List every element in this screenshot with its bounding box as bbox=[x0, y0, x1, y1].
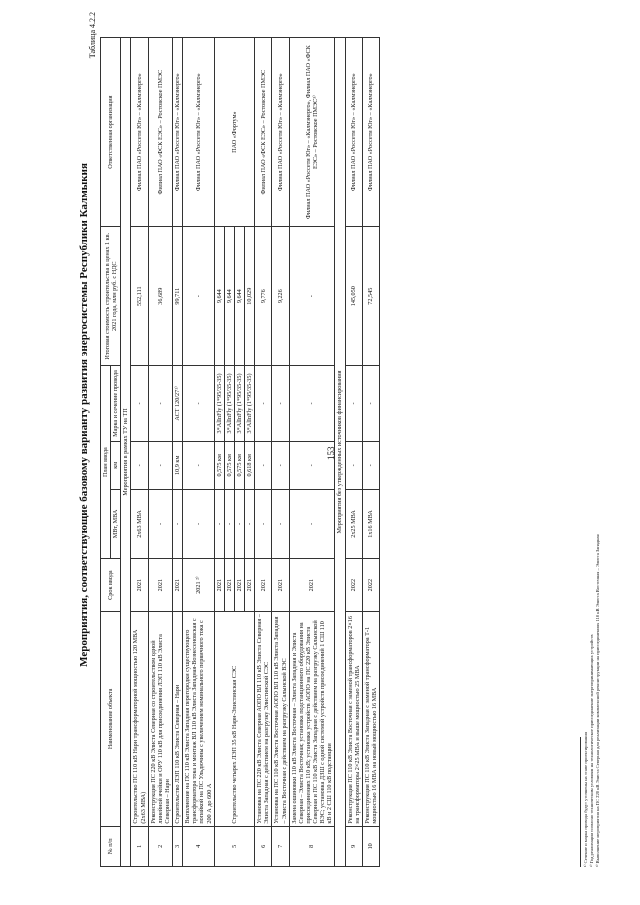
page-number: 153 bbox=[326, 446, 336, 460]
cell-org: Филиал ПАО «Россети Юг» – «Калмэнерго» bbox=[173, 38, 183, 227]
cell-brand: 3*AlInFly (1*95/35-35) bbox=[245, 366, 255, 442]
section-header: Мероприятия в рамках ТУ на ТП bbox=[121, 38, 131, 867]
cell-cost: 10,029 bbox=[245, 227, 255, 366]
table-row bbox=[148, 38, 172, 867]
cell-brand: - bbox=[183, 366, 215, 442]
cell-brand: 3*AlInFly (1*95/35-35) bbox=[234, 366, 244, 442]
footnote: ¹⁾ Сечение и марка провода будут уточнены на этапе проектирования bbox=[583, 732, 588, 867]
cell-org: ПАО «Фортум» bbox=[214, 38, 255, 227]
table-row bbox=[345, 38, 362, 867]
cell-cost: 9,226 bbox=[272, 227, 289, 366]
header-cost: Итоговая стоимость строительства в ценах 1 кв. 2021 года, млн руб. с НДС bbox=[101, 227, 121, 366]
cell-cost: 72,545 bbox=[362, 227, 379, 366]
cell-km: 10,9 км bbox=[173, 441, 183, 489]
cell-mw: 1х16 МВА bbox=[362, 489, 379, 558]
header-term: Срок ввода bbox=[101, 559, 121, 612]
cell-num: 10 bbox=[362, 826, 379, 866]
cell-org: Филиал ПАО «Россети Юг» – «Калмэнерго» bbox=[183, 38, 215, 227]
footnote-divider bbox=[580, 737, 581, 867]
table-row bbox=[255, 38, 272, 867]
cell-km: - bbox=[272, 441, 289, 489]
cell-mw: - bbox=[234, 489, 244, 558]
table-label: Таблица 4.2.2 bbox=[88, 12, 97, 59]
cell-brand: - bbox=[272, 366, 289, 442]
header-plan: План ввода bbox=[101, 366, 111, 559]
cell-km: - bbox=[345, 441, 362, 489]
cell-name: Реконструкция ПС 220 кВ Элиста Северная со строительством одной линейной ячейки и ОРУ 110 кВ для присоединения ЛЭП 110 кВ Элиста Северная – Нарн bbox=[148, 612, 172, 827]
cell-term: 2021 bbox=[255, 559, 272, 612]
cell-name: Строительство ЛЭП 110 кВ Элиста Северная – Нарн bbox=[173, 612, 183, 827]
cell-term: 2021 ²⁾ bbox=[183, 559, 215, 612]
cell-cost: 9,644 bbox=[234, 227, 244, 366]
cell-brand: - bbox=[362, 366, 379, 442]
cell-name: Реконструкция ПС 110 кВ Элиста Восточная с заменой трансформаторов 2×16 на трансформаторы 2×25 МВА и выше мощностью 25 МВА bbox=[345, 612, 362, 827]
cell-km: 0,575 км bbox=[234, 441, 244, 489]
cell-cost: 9,644 bbox=[214, 227, 224, 366]
section-header: Мероприятия без утвержденных источников финансирования bbox=[335, 38, 345, 867]
cell-mw: - bbox=[214, 489, 224, 558]
cell-org: Филиал ПАО «Россети Юг» – «Калмэнерго» bbox=[362, 38, 379, 227]
cell-name: Замена ошиновки 110 кВ Элиста Восточная – Элиста Западная и Элиста Северная – Элиста Восточная; установка подстанционного оборудования на присоединениях 110 кВ; установка устройств АОПО на ПС 220 кВ Элиста Северная и ПС 110 кВ Элиста Западная с действием на разгрузку Салынской ВЭС; установка ДЗШ с одной системой устройств присоединений 1 СШ 110 кВ и 2 СШ 110 кВ подстанции bbox=[289, 612, 335, 827]
cell-name: Установка на ПС 110 кВ Элиста Восточная АОПО ВЛ 110 кВ Элиста Западная – Элиста Восточная с действием на разгрузку Салынской ВЭС bbox=[272, 612, 289, 827]
cell-num: 7 bbox=[272, 826, 289, 866]
measures-table bbox=[100, 37, 380, 867]
cell-mw: - bbox=[272, 489, 289, 558]
table-row bbox=[173, 38, 183, 867]
header-org: Ответственная организация bbox=[101, 38, 121, 227]
cell-cost: 552,111 bbox=[131, 227, 148, 366]
cell-term: 2021 bbox=[289, 559, 335, 612]
cell-name: Строительство ПС 110 кВ Нарн трансформаторной мощностью 120 МВА (2х63 МВА) bbox=[131, 612, 148, 827]
cell-mw: 2х63 МВА bbox=[131, 489, 148, 558]
table-row bbox=[272, 38, 289, 867]
cell-term: 2021 bbox=[214, 559, 224, 612]
cell-num: 5 bbox=[214, 826, 255, 866]
cell-term: 2022 bbox=[345, 559, 362, 612]
cell-num: 9 bbox=[345, 826, 362, 866]
cell-cost: 145,050 bbox=[345, 227, 362, 366]
cell-name: Строительство четырех ЛЭП 35 кВ Нарн-Элистинская СЭС bbox=[214, 612, 255, 827]
cell-km: - bbox=[289, 441, 335, 489]
cell-term: 2021 bbox=[148, 559, 172, 612]
cell-mw: - bbox=[183, 489, 215, 558]
cell-mw: - bbox=[245, 489, 255, 558]
cell-brand: - bbox=[345, 366, 362, 442]
cell-cost: - bbox=[289, 227, 335, 366]
cell-term: 2022 bbox=[362, 559, 379, 612]
cell-km: 0,575 км bbox=[224, 441, 234, 489]
footnotes bbox=[580, 47, 601, 867]
cell-km: - bbox=[362, 441, 379, 489]
cell-term: 2021 bbox=[234, 559, 244, 612]
cell-brand: 3*AlInFly (1*95/35-35) bbox=[214, 366, 224, 442]
cell-brand: - bbox=[289, 366, 335, 442]
cell-mw: - bbox=[224, 489, 234, 558]
cell-mw: - bbox=[173, 489, 183, 558]
cell-mw: - bbox=[148, 489, 172, 558]
cell-km: - bbox=[131, 441, 148, 489]
cell-cost: 36,689 bbox=[148, 227, 172, 366]
table-row bbox=[362, 38, 379, 867]
cell-org: Филиал ПАО «Россети Юг» – «Калмэнерго» bbox=[272, 38, 289, 227]
cell-km: - bbox=[255, 441, 272, 489]
cell-org: Филиал ПАО «Россети Юг» – «Калмэнерго» bbox=[345, 38, 362, 227]
cell-term: 2021 bbox=[173, 559, 183, 612]
table-row bbox=[131, 38, 148, 867]
cell-name: Реконструкция ПС 110 кВ Элиста Западная с заменой трансформатора Т-1 мощностью 16 МВА на новый мощностью 16 МВА bbox=[362, 612, 379, 827]
header-km: км bbox=[111, 441, 121, 489]
cell-brand: - bbox=[255, 366, 272, 442]
cell-cost: 9,644 bbox=[224, 227, 234, 366]
cell-km: - bbox=[183, 441, 215, 489]
cell-brand: - bbox=[148, 366, 172, 442]
header-brand: Марка и сечение провода bbox=[111, 366, 121, 442]
cell-name: Выполнение на ПС 110 кВ Элиста Западная перегородки существующего трансформатора тока и монтаж ВЛ 110 кВ Элиста Западная-Вознесеновская с попайкой на ПС Ульдючины с увеличением номинального первичного тока с 200 А до 600 А bbox=[183, 612, 215, 827]
cell-num: 1 bbox=[131, 826, 148, 866]
cell-name: Установка на ПС 220 кВ Элиста Северная АОПО ВЛ 110 кВ Элиста Северная – Элиста Западная с действием на разгрузку Элистинской СЭС bbox=[255, 612, 272, 827]
cell-num: 6 bbox=[255, 826, 272, 866]
cell-org: Филиал ПАО «Россети Юг» – «Калмэнерго» bbox=[131, 38, 148, 227]
cell-brand: - bbox=[131, 366, 148, 442]
header-mw: МВт, МВА bbox=[111, 489, 121, 558]
table-row bbox=[289, 38, 335, 867]
footnote: ²⁾ Год реализации согласно техническим условиям на технологическое присоединение энергопринимающих устройств bbox=[588, 634, 594, 867]
cell-num: 3 bbox=[173, 826, 183, 866]
cell-mw: - bbox=[255, 489, 272, 558]
cell-num: 2 bbox=[148, 826, 172, 866]
cell-km: 0,575 км bbox=[214, 441, 224, 489]
cell-cost: - bbox=[183, 227, 215, 366]
cell-org: Филиал ПАО «ФСК ЕЭС» – Ростовское ПМЭС bbox=[255, 38, 272, 227]
footnote: ³⁾ Выполнение мероприятия на ПС 220 кВ Элиста Северная для реализации комплексной реконструкции на присоединениях 110 кВ Элиста Восточная – Элиста Западная bbox=[594, 534, 600, 867]
cell-mw: - bbox=[289, 489, 335, 558]
cell-brand: АСТ 120/27¹⁾ bbox=[173, 366, 183, 442]
cell-mw: 2х25 МВА bbox=[345, 489, 362, 558]
cell-km: 0,618 км bbox=[245, 441, 255, 489]
table-row bbox=[214, 38, 224, 867]
cell-cost: 99,711 bbox=[173, 227, 183, 366]
cell-term: 2021 bbox=[245, 559, 255, 612]
cell-num: 8 bbox=[289, 826, 335, 866]
cell-term: 2021 bbox=[224, 559, 234, 612]
cell-km: - bbox=[148, 441, 172, 489]
cell-cost: 9,776 bbox=[255, 227, 272, 366]
table-row bbox=[183, 38, 215, 867]
cell-term: 2021 bbox=[131, 559, 148, 612]
page-title: Мероприятия, соответствующие базовому варианту развития энергосистемы Республики Калмыкия bbox=[78, 163, 90, 667]
cell-num: 4 bbox=[183, 826, 215, 866]
cell-org: Филиал ПАО «ФСК ЕЭС» – Ростовское ПМЭС bbox=[148, 38, 172, 227]
cell-org: Филиал ПАО «Россети Юг» – «Калмэнерго», Филиал ПАО «ФСК ЕЭС» – Ростовское ПМЭС³⁾ bbox=[289, 38, 335, 227]
cell-brand: 3*AlInFly (1*95/35-35) bbox=[224, 366, 234, 442]
header-name: Наименование объекта bbox=[101, 612, 121, 827]
cell-term: 2021 bbox=[272, 559, 289, 612]
header-num: № п/п bbox=[101, 826, 121, 866]
